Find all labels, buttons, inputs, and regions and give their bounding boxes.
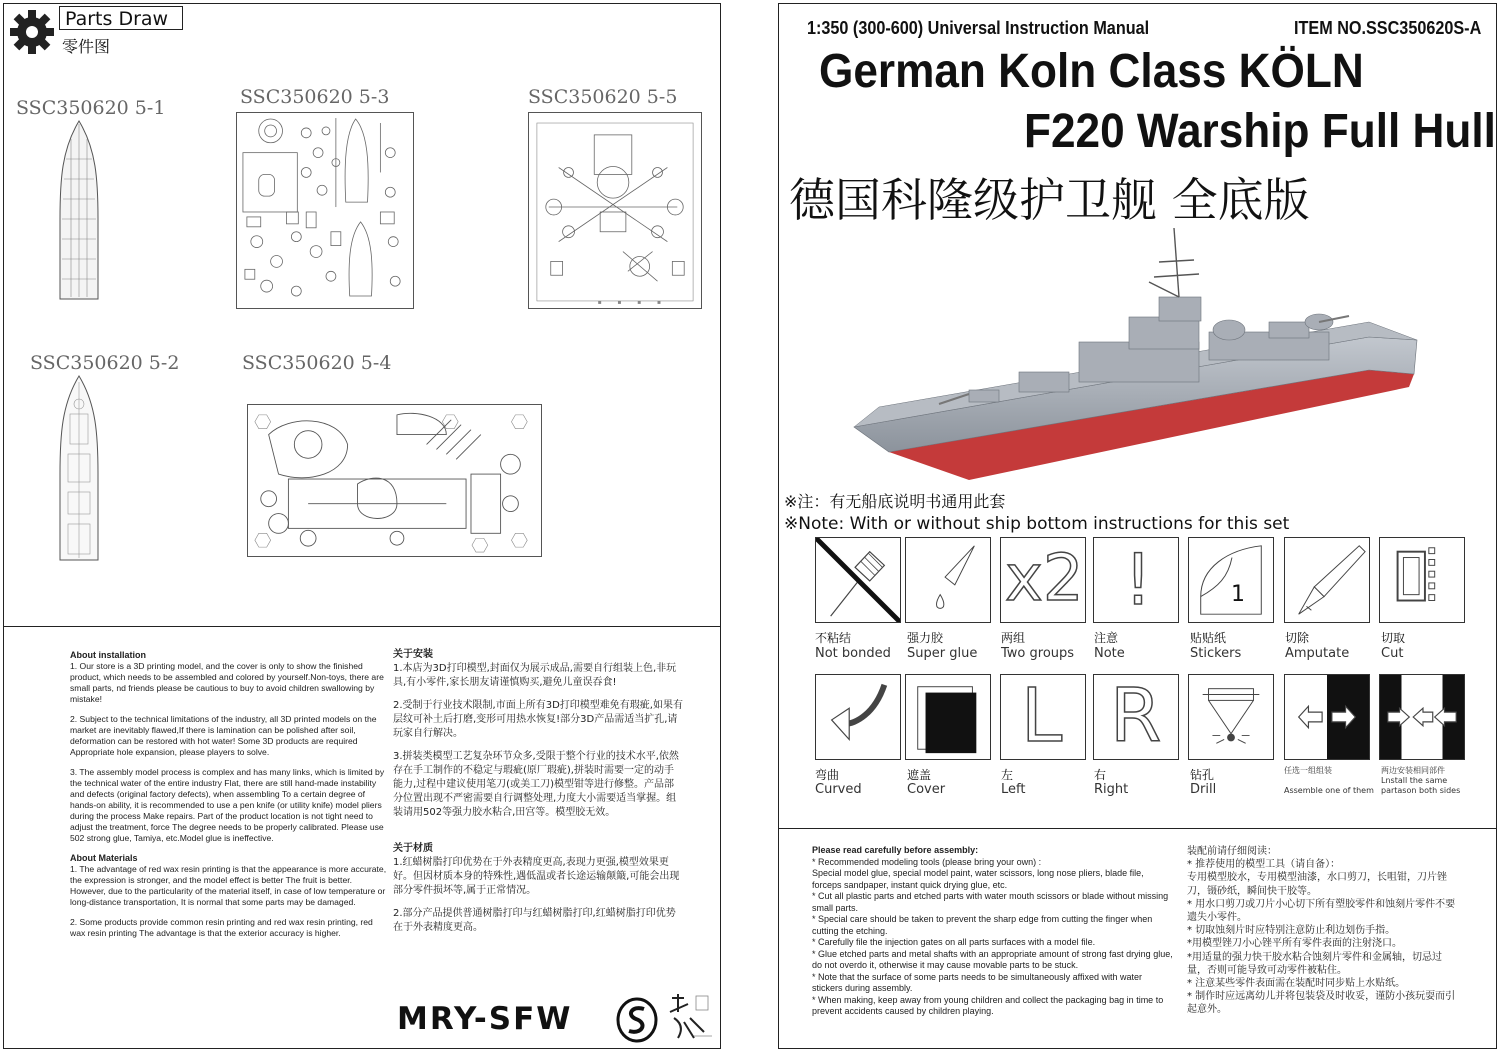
- materials-en-title: About Materials: [70, 853, 138, 863]
- install-cn-3: 3.拼装类模型工艺复杂环节众多,受限于整个行业的技术水平,依然存在手工制作的不稳定与瑕疵(原厂瑕疵),拼装时需要一定的动手能力,过程中建议使用笔刀(或美工刀)模型钳等进行修整。产品部分位置出现不严密需要自行调整处理,力度大小需要适当掌握。组装请用502等强力胶水粘合,田宫等。模型胶无效。: [393, 751, 679, 818]
- warship-render-image: [849, 222, 1429, 492]
- read-cn-2: 专用模型胶水，专用模型油漆，水口剪刀，长咀钳，刀片锉刀，镊砂纸，瞬间快干胶等。: [1187, 872, 1447, 897]
- install-info-en: [70, 650, 388, 948]
- laoyao-seal-logo-icon: [664, 992, 714, 1044]
- read-en-title: Please read carefully before assembly:: [812, 845, 979, 855]
- read-cn-6: *用适量的强力快干胶水粘合蚀刻片零件和金属轴，切忌过量，否则可能导致可动零件被粘住。: [1187, 951, 1442, 976]
- note-cn: ※注：有无船底说明书通用此套: [784, 492, 1006, 511]
- assemble-one-cn: 任选一组组装: [1284, 766, 1332, 775]
- note-en: ※Note: With or without ship bottom instructions for this set: [784, 514, 1290, 534]
- install-en-1: 1. Our store is a 3D printing model, and the cover is only to show the finished product, which needs to be assembled and colored by yourself.Non-toys, there are small parts, nd friends please be cautious to buy to avoid children swallowing by mistake!: [70, 661, 384, 704]
- parts-draw-title: Parts Draw: [59, 6, 183, 30]
- read-cn-5: *用模型锉刀小心锉平所有零件表面的注射浇口。: [1187, 938, 1402, 950]
- parts-draw-title-cn: 零件图: [62, 37, 111, 56]
- part-label-5-4: SSC350620 5-4: [242, 352, 392, 374]
- section-divider: [4, 626, 720, 627]
- brand-logo-text: MRY-SFW: [397, 1001, 573, 1037]
- etch-sheet-5-5: [528, 112, 702, 309]
- read-en-7: * Note that the surface of some parts needs to be simultaneously affixed with water stickers during assembly.: [812, 971, 1143, 993]
- sticker-icon: [1188, 537, 1274, 623]
- cover-cn: 遮盖: [907, 768, 932, 782]
- curved-arrow-icon: [815, 674, 901, 760]
- note-sym-en: Note: [1094, 646, 1125, 661]
- left-en: Left: [1001, 782, 1026, 797]
- part-label-5-5: SSC350620 5-5: [528, 86, 678, 108]
- exclamation-icon: [1093, 537, 1179, 623]
- read-cn-7: * 注意某些零件表面需在装配时同步贴上水贴纸。: [1187, 978, 1406, 990]
- gear-icon: [8, 8, 56, 56]
- r-letter: R: [1110, 673, 1162, 759]
- both-sides-cn: 两边安装相同部件: [1381, 766, 1445, 775]
- curved-en: Curved: [815, 782, 862, 797]
- cover-en: Cover: [907, 782, 946, 797]
- etch-sheet-5-4: [247, 404, 542, 557]
- cover-icon: [905, 674, 991, 760]
- hull-part-5-2: [56, 374, 102, 566]
- read-en-5: * Carefully file the injection gates on all parts surfaces with a model file.: [812, 937, 1096, 947]
- amputate-en: Amputate: [1285, 646, 1350, 661]
- item-number: ITEM NO.SSC350620S-A: [1294, 18, 1482, 38]
- hull-part-5-1: [56, 119, 102, 306]
- two-groups-cn: 两组: [1001, 631, 1026, 645]
- right-en: Right: [1094, 782, 1129, 797]
- read-en-6: * Glue etched parts and metal shafts with an appropriate amount of strong fast drying glue, do not overdo it, otherwise it may cause movable parts to be stuck.: [812, 948, 1173, 970]
- stickers-cn: 贴贴纸: [1190, 631, 1227, 645]
- scale-label: 1:350 (300-600) Universal Instruction Manual: [807, 18, 1150, 38]
- materials-cn-1: 1.红蜡树脂打印优势在于外表精度更高,表现力更强,模型效果更好。但因材质本身的特殊性,遇低温或者长途运输颠簸,可能会出现部分零件损坏等,属于正常情况。: [393, 857, 680, 896]
- read-en-8: * When making, keep away from young children and collect the packaging bag in time to prevent accidents caused by children playing.: [812, 994, 1164, 1016]
- brand-s-logo-icon: [616, 997, 658, 1043]
- curved-cn: 弯曲: [815, 768, 840, 782]
- cut-cn: 切取: [1381, 631, 1406, 645]
- super-glue-en: Super glue: [907, 646, 978, 661]
- materials-en-2: 2. Some products provide common resin printing and red wax resin printing, red wax resin printing The advantage is that the exterior accuracy is higher.: [70, 917, 373, 938]
- amputate-cn: 切除: [1285, 631, 1310, 645]
- drill-en: Drill: [1190, 782, 1217, 797]
- right-r-icon: [1093, 674, 1179, 760]
- not-bonded-cn: 不粘结: [815, 631, 852, 645]
- part-label-5-1: SSC350620 5-1: [16, 97, 166, 119]
- read-cn-3: * 用水口剪刀或刀片小心切下所有塑胶零件和蚀刻片零件不要遗失小零件。: [1187, 898, 1456, 924]
- install-en-title: About installation: [70, 650, 146, 660]
- install-cn-title: 关于安装: [393, 649, 433, 660]
- assemble-one-icon: [1284, 674, 1370, 760]
- stickers-en: Stickers: [1190, 646, 1242, 661]
- install-cn-2: 2.受制于行业技术限制,市面上所有3D打印模型难免有瑕疵,如果有层纹可补土后打磨,变形可用热水恢复!部分3D产品需适当扩孔,请玩家自行解决。: [393, 700, 683, 739]
- x2-icon: [1000, 537, 1086, 623]
- drill-cn: 钻孔: [1190, 768, 1215, 782]
- left-cn: 左: [1001, 768, 1014, 782]
- not-bonded-en: Not bonded: [815, 646, 891, 661]
- both-sides-icon: [1379, 674, 1465, 760]
- title-chinese: 德国科隆级护卫舰 全底版: [789, 173, 1310, 227]
- part-label-5-2: SSC350620 5-2: [30, 352, 180, 374]
- both-sides-en-2: partason both sides: [1381, 786, 1461, 795]
- install-en-3: 3. The assembly model process is complex and has many links, which is limited by the technical water of the entire industry Flat, there are still hand-made instability and defects (original factory defects), when assembling To a certain degree of hands-on ability, it is recommended to use a pen knife (or utility knife) model pliers during the process Make repairs. Part of the product location is not tight need to adjust the treatment, force The degree needs to be properly calibrated. Please use 502 strong glue, Tamiya, etc.Model glue is ineffective.: [70, 767, 385, 843]
- install-en-2: 2. Subject to the technical limitations of the industry, all 3D printed models on the market are inevitably flawed,If there is lamination can be polished after soil, deformation can be restored with hot water! Some 3D products are required Appropriate hole expansion, please players to solve.: [70, 714, 377, 757]
- materials-cn-title: 关于材质: [393, 843, 433, 854]
- materials-en-1: 1. The advantage of red wax resin printing is that the appearance is more accurate, the expression is stronger, and the model effect is better The fruit is better. However, due to the particularity of the material itself, in case of low temperature or long-distance transportation, It is normal that some parts may be damaged.: [70, 864, 387, 907]
- read-before-assembly-cn: [1187, 845, 1459, 1017]
- install-info-cn: [393, 648, 683, 944]
- right-cn: 右: [1094, 768, 1107, 782]
- glue-drop-icon: [905, 537, 991, 623]
- title-line-2: F220 Warship Full Hull: [1024, 105, 1496, 158]
- two-groups-en: Two groups: [1001, 646, 1075, 661]
- read-cn-1: * 推荐使用的模型工具（请自备）：: [1187, 859, 1341, 871]
- read-en-3: * Cut all plastic parts and etched parts with water mouth scissors or blade without missing small parts.: [812, 891, 1169, 913]
- x2-text: x2: [1005, 542, 1084, 616]
- etch-sheet-5-3: [236, 112, 414, 309]
- read-cn-4: * 切取蚀刻片时应特别注意防止利边划伤手指。: [1187, 925, 1396, 937]
- instruction-cover-page: [778, 3, 1497, 1049]
- left-l-icon: [1000, 674, 1086, 760]
- drill-icon: [1188, 674, 1274, 760]
- read-before-assembly-en: [812, 845, 1174, 1018]
- part-label-5-3: SSC350620 5-3: [240, 86, 390, 108]
- sticker-number: 1: [1231, 582, 1245, 607]
- install-cn-1: 1.本店为3D打印模型,封面仅为展示成品,需要自行组装上色,非玩具,有小零件,家长朋友请谨慎购买,避免儿童误吞食!: [393, 663, 677, 688]
- both-sides-en-1: Lnstall the same: [1381, 776, 1448, 785]
- not-bonded-icon: [815, 537, 901, 623]
- note-sym-cn: 注意: [1094, 631, 1119, 645]
- read-cn-title: 装配前请仔细阅读：: [1187, 846, 1277, 857]
- section-divider-right: [779, 828, 1496, 829]
- read-en-1: * Recommended modeling tools (please bring your own) :: [812, 856, 1042, 867]
- exclamation-text: !: [1124, 539, 1153, 621]
- assemble-one-en: Assemble one of them: [1284, 786, 1374, 795]
- read-en-4: * Special care should be taken to prevent the sharp edge from cutting the finger when cutting the etching.: [812, 914, 1153, 936]
- super-glue-cn: 强力胶: [907, 631, 944, 645]
- read-cn-8: * 制作时应远离幼儿并将包装袋及时收妥，谨防小孩玩耍而引起意外。: [1187, 991, 1456, 1016]
- materials-cn-2: 2.部分产品提供普通树脂打印与红蜡树脂打印,红蜡树脂打印优势在于外表精度更高。: [393, 908, 676, 933]
- knife-icon: [1284, 537, 1370, 623]
- cut-part-icon: [1379, 537, 1465, 623]
- parts-draw-page: [3, 3, 721, 1049]
- l-letter: L: [1021, 673, 1063, 759]
- title-line-1: German Koln Class KÖLN: [819, 45, 1364, 98]
- read-en-2: Special model glue, special model paint, water scissors, long nose pliers, blade file, forceps sandpaper, instant quick drying glue, etc.: [812, 868, 1144, 890]
- cut-en: Cut: [1381, 646, 1404, 661]
